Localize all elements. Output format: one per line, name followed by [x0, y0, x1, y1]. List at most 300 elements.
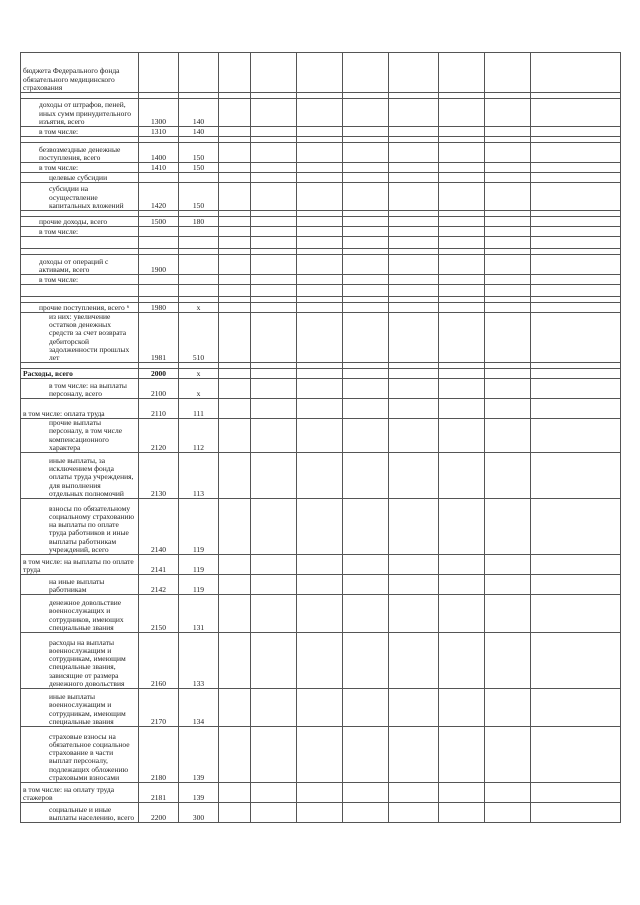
amount-cell	[389, 173, 439, 183]
amount-cell	[485, 183, 531, 211]
amount-cell	[219, 303, 251, 313]
amount-cell	[219, 633, 251, 689]
row-code-cell	[139, 237, 179, 249]
amount-cell	[531, 595, 621, 633]
budget-table-page	[20, 52, 620, 823]
amount-cell	[439, 255, 485, 275]
amount-cell	[485, 727, 531, 783]
amount-cell	[531, 303, 621, 313]
table-row	[21, 595, 621, 633]
amount-cell	[389, 285, 439, 297]
amount-cell	[251, 727, 297, 783]
row-name-cell: страховые взносы на обязательное социальное страхование в части выплат персоналу, подлежащих обложению страховыми взносами	[21, 727, 139, 783]
amount-cell	[439, 369, 485, 379]
amount-cell	[439, 555, 485, 575]
amount-cell	[297, 689, 343, 727]
amount-cell	[485, 555, 531, 575]
amount-cell	[389, 633, 439, 689]
amount-cell	[439, 127, 485, 137]
amount-cell	[297, 173, 343, 183]
amount-cell	[297, 127, 343, 137]
row-kbk-cell: 131	[179, 595, 219, 633]
amount-cell	[251, 127, 297, 137]
amount-cell	[297, 237, 343, 249]
row-code-cell: 2110	[139, 399, 179, 419]
amount-cell	[389, 127, 439, 137]
amount-cell	[343, 555, 389, 575]
table-row	[21, 183, 621, 211]
amount-cell	[297, 595, 343, 633]
table-row	[21, 555, 621, 575]
amount-cell	[389, 143, 439, 163]
amount-cell	[485, 127, 531, 137]
amount-cell	[297, 783, 343, 803]
amount-cell	[251, 555, 297, 575]
row-kbk-cell: х	[179, 379, 219, 399]
row-name-cell: бюджета Федерального фонда обязательного медицинского страхования	[21, 53, 139, 93]
amount-cell	[251, 183, 297, 211]
amount-cell	[343, 143, 389, 163]
amount-cell	[389, 595, 439, 633]
amount-cell	[485, 227, 531, 237]
amount-cell	[297, 255, 343, 275]
table-row	[21, 379, 621, 399]
amount-cell	[219, 575, 251, 595]
amount-cell	[297, 727, 343, 783]
amount-cell	[343, 275, 389, 285]
amount-cell	[389, 399, 439, 419]
amount-cell	[219, 173, 251, 183]
amount-cell	[485, 453, 531, 499]
amount-cell	[343, 499, 389, 555]
table-row	[21, 303, 621, 313]
amount-cell	[531, 217, 621, 227]
amount-cell	[219, 143, 251, 163]
amount-cell	[531, 163, 621, 173]
amount-cell	[439, 217, 485, 227]
amount-cell	[343, 227, 389, 237]
amount-cell	[531, 499, 621, 555]
amount-cell	[251, 803, 297, 823]
row-name-cell: прочие выплаты персоналу, в том числе компенсационного характера	[21, 419, 139, 453]
amount-cell	[297, 143, 343, 163]
amount-cell	[485, 255, 531, 275]
amount-cell	[251, 783, 297, 803]
amount-cell	[219, 227, 251, 237]
amount-cell	[219, 727, 251, 783]
row-code-cell: 2200	[139, 803, 179, 823]
amount-cell	[389, 255, 439, 275]
row-name-cell: субсидии на осуществление капитальных вложений	[21, 183, 139, 211]
row-kbk-cell: 150	[179, 183, 219, 211]
amount-cell	[297, 303, 343, 313]
amount-cell	[297, 803, 343, 823]
row-code-cell: 1410	[139, 163, 179, 173]
row-code-cell: 1981	[139, 313, 179, 363]
amount-cell	[439, 499, 485, 555]
amount-cell	[439, 99, 485, 127]
amount-cell	[485, 53, 531, 93]
amount-cell	[297, 369, 343, 379]
amount-cell	[485, 303, 531, 313]
amount-cell	[343, 183, 389, 211]
amount-cell	[389, 99, 439, 127]
row-kbk-cell: 140	[179, 99, 219, 127]
amount-cell	[343, 689, 389, 727]
amount-cell	[389, 575, 439, 595]
amount-cell	[297, 453, 343, 499]
amount-cell	[439, 163, 485, 173]
amount-cell	[485, 99, 531, 127]
amount-cell	[485, 143, 531, 163]
row-kbk-cell	[179, 227, 219, 237]
row-name-cell: расходы на выплаты военнослужащим и сотрудникам, имеющим специальные звания, зависящие от размера денежного довольствия	[21, 633, 139, 689]
row-code-cell	[139, 285, 179, 297]
amount-cell	[531, 783, 621, 803]
amount-cell	[219, 783, 251, 803]
table-row	[21, 173, 621, 183]
amount-cell	[219, 183, 251, 211]
amount-cell	[219, 379, 251, 399]
row-name-cell: в том числе:	[21, 275, 139, 285]
amount-cell	[343, 575, 389, 595]
table-row	[21, 727, 621, 783]
amount-cell	[251, 399, 297, 419]
amount-cell	[439, 227, 485, 237]
amount-cell	[439, 237, 485, 249]
table-row	[21, 575, 621, 595]
amount-cell	[343, 727, 389, 783]
amount-cell	[219, 285, 251, 297]
row-kbk-cell: 134	[179, 689, 219, 727]
amount-cell	[297, 313, 343, 363]
amount-cell	[439, 275, 485, 285]
amount-cell	[251, 99, 297, 127]
amount-cell	[439, 803, 485, 823]
amount-cell	[439, 143, 485, 163]
amount-cell	[219, 313, 251, 363]
amount-cell	[343, 313, 389, 363]
amount-cell	[251, 689, 297, 727]
amount-cell	[219, 369, 251, 379]
amount-cell	[531, 313, 621, 363]
amount-cell	[251, 379, 297, 399]
amount-cell	[343, 237, 389, 249]
amount-cell	[219, 127, 251, 137]
amount-cell	[439, 303, 485, 313]
amount-cell	[343, 53, 389, 93]
amount-cell	[343, 419, 389, 453]
row-kbk-cell: 150	[179, 143, 219, 163]
amount-cell	[251, 255, 297, 275]
row-kbk-cell: 112	[179, 419, 219, 453]
row-kbk-cell: 140	[179, 127, 219, 137]
amount-cell	[389, 303, 439, 313]
amount-cell	[297, 575, 343, 595]
amount-cell	[389, 369, 439, 379]
amount-cell	[251, 419, 297, 453]
amount-cell	[343, 285, 389, 297]
table-row	[21, 285, 621, 297]
row-name-cell: из них: увеличение остатков денежных средств за счет возврата дебиторской задолженности прошлых лет	[21, 313, 139, 363]
table-row	[21, 163, 621, 173]
row-kbk-cell	[179, 275, 219, 285]
amount-cell	[439, 399, 485, 419]
amount-cell	[251, 173, 297, 183]
row-code-cell: 1420	[139, 183, 179, 211]
row-code-cell: 2141	[139, 555, 179, 575]
amount-cell	[531, 633, 621, 689]
amount-cell	[439, 419, 485, 453]
row-name-cell: доходы от операций с активами, всего	[21, 255, 139, 275]
amount-cell	[485, 285, 531, 297]
amount-cell	[531, 275, 621, 285]
amount-cell	[485, 369, 531, 379]
amount-cell	[343, 369, 389, 379]
table-row	[21, 633, 621, 689]
amount-cell	[389, 499, 439, 555]
table-row	[21, 803, 621, 823]
amount-cell	[297, 285, 343, 297]
amount-cell	[297, 419, 343, 453]
amount-cell	[219, 689, 251, 727]
table-row	[21, 217, 621, 227]
amount-cell	[485, 499, 531, 555]
amount-cell	[251, 53, 297, 93]
table-row	[21, 127, 621, 137]
row-kbk-cell: х	[179, 303, 219, 313]
row-code-cell: 2000	[139, 369, 179, 379]
amount-cell	[219, 163, 251, 173]
row-name-cell: социальные и иные выплаты населению, всего	[21, 803, 139, 823]
row-code-cell: 2142	[139, 575, 179, 595]
amount-cell	[439, 285, 485, 297]
amount-cell	[343, 453, 389, 499]
row-name-cell: прочие доходы, всего	[21, 217, 139, 227]
amount-cell	[343, 127, 389, 137]
row-name-cell	[21, 237, 139, 249]
amount-cell	[251, 275, 297, 285]
amount-cell	[251, 595, 297, 633]
amount-cell	[343, 803, 389, 823]
row-code-cell: 2160	[139, 633, 179, 689]
amount-cell	[251, 453, 297, 499]
amount-cell	[531, 255, 621, 275]
row-name-cell: иные выплаты, за исключением фонда оплаты труда учреждения, для выполнения отдельных полномочий	[21, 453, 139, 499]
row-name-cell: иные выплаты военнослужащим и сотрудникам, имеющим специальные звания	[21, 689, 139, 727]
amount-cell	[531, 399, 621, 419]
amount-cell	[343, 173, 389, 183]
amount-cell	[343, 379, 389, 399]
amount-cell	[485, 237, 531, 249]
amount-cell	[485, 379, 531, 399]
row-code-cell: 2120	[139, 419, 179, 453]
table-row	[21, 143, 621, 163]
amount-cell	[531, 127, 621, 137]
amount-cell	[297, 183, 343, 211]
amount-cell	[219, 217, 251, 227]
amount-cell	[297, 53, 343, 93]
amount-cell	[343, 783, 389, 803]
row-name-cell: денежное довольствие военнослужащих и сотрудников, имеющих специальные звания	[21, 595, 139, 633]
amount-cell	[531, 53, 621, 93]
amount-cell	[531, 803, 621, 823]
row-kbk-cell: 119	[179, 575, 219, 595]
amount-cell	[297, 163, 343, 173]
amount-cell	[439, 783, 485, 803]
amount-cell	[219, 803, 251, 823]
amount-cell	[389, 313, 439, 363]
amount-cell	[251, 575, 297, 595]
amount-cell	[219, 255, 251, 275]
amount-cell	[531, 285, 621, 297]
row-name-cell: в том числе: на оплату труда стажеров	[21, 783, 139, 803]
row-code-cell: 2130	[139, 453, 179, 499]
amount-cell	[389, 419, 439, 453]
row-kbk-cell	[179, 53, 219, 93]
row-kbk-cell: 139	[179, 727, 219, 783]
row-code-cell: 2100	[139, 379, 179, 399]
amount-cell	[531, 379, 621, 399]
table-row	[21, 255, 621, 275]
amount-cell	[219, 53, 251, 93]
row-name-cell: в том числе: на выплаты персоналу, всего	[21, 379, 139, 399]
row-code-cell: 1900	[139, 255, 179, 275]
row-name-cell: в том числе: оплата труда	[21, 399, 139, 419]
amount-cell	[439, 183, 485, 211]
table-row	[21, 783, 621, 803]
amount-cell	[439, 633, 485, 689]
row-kbk-cell: 119	[179, 499, 219, 555]
amount-cell	[485, 313, 531, 363]
row-kbk-cell	[179, 237, 219, 249]
table-row	[21, 419, 621, 453]
row-code-cell: 2180	[139, 727, 179, 783]
row-kbk-cell: 510	[179, 313, 219, 363]
row-code-cell: 2181	[139, 783, 179, 803]
amount-cell	[439, 453, 485, 499]
amount-cell	[251, 143, 297, 163]
amount-cell	[485, 783, 531, 803]
amount-cell	[389, 217, 439, 227]
amount-cell	[251, 499, 297, 555]
amount-cell	[219, 419, 251, 453]
row-kbk-cell	[179, 285, 219, 297]
row-kbk-cell: 119	[179, 555, 219, 575]
amount-cell	[485, 689, 531, 727]
row-code-cell: 2140	[139, 499, 179, 555]
row-code-cell	[139, 275, 179, 285]
amount-cell	[389, 689, 439, 727]
row-kbk-cell: 133	[179, 633, 219, 689]
row-kbk-cell: 150	[179, 163, 219, 173]
amount-cell	[343, 303, 389, 313]
row-name-cell: Расходы, всего	[21, 369, 139, 379]
amount-cell	[531, 575, 621, 595]
row-code-cell: 1400	[139, 143, 179, 163]
amount-cell	[485, 595, 531, 633]
amount-cell	[343, 255, 389, 275]
amount-cell	[439, 595, 485, 633]
amount-cell	[251, 303, 297, 313]
amount-cell	[389, 783, 439, 803]
amount-cell	[297, 555, 343, 575]
table-row	[21, 99, 621, 127]
row-kbk-cell: 180	[179, 217, 219, 227]
table-row	[21, 227, 621, 237]
amount-cell	[297, 217, 343, 227]
table-row	[21, 689, 621, 727]
amount-cell	[531, 369, 621, 379]
amount-cell	[531, 173, 621, 183]
amount-cell	[439, 727, 485, 783]
table-row	[21, 313, 621, 363]
amount-cell	[343, 399, 389, 419]
amount-cell	[297, 399, 343, 419]
row-name-cell: в том числе:	[21, 227, 139, 237]
amount-cell	[389, 379, 439, 399]
amount-cell	[389, 275, 439, 285]
amount-cell	[297, 275, 343, 285]
amount-cell	[485, 633, 531, 689]
row-code-cell	[139, 227, 179, 237]
amount-cell	[343, 163, 389, 173]
amount-cell	[531, 183, 621, 211]
row-name-cell: целевые субсидии	[21, 173, 139, 183]
amount-cell	[439, 379, 485, 399]
amount-cell	[439, 575, 485, 595]
amount-cell	[343, 99, 389, 127]
row-code-cell: 2170	[139, 689, 179, 727]
amount-cell	[439, 689, 485, 727]
amount-cell	[439, 173, 485, 183]
amount-cell	[485, 399, 531, 419]
amount-cell	[389, 183, 439, 211]
row-code-cell	[139, 53, 179, 93]
amount-cell	[389, 555, 439, 575]
row-kbk-cell: 139	[179, 783, 219, 803]
amount-cell	[531, 727, 621, 783]
amount-cell	[251, 237, 297, 249]
amount-cell	[531, 555, 621, 575]
amount-cell	[531, 227, 621, 237]
row-name-cell: прочие поступления, всего ⁶	[21, 303, 139, 313]
amount-cell	[389, 163, 439, 173]
amount-cell	[531, 99, 621, 127]
amount-cell	[251, 227, 297, 237]
table-row	[21, 237, 621, 249]
amount-cell	[389, 227, 439, 237]
amount-cell	[531, 419, 621, 453]
row-name-cell: в том числе:	[21, 127, 139, 137]
amount-cell	[297, 99, 343, 127]
row-name-cell: в том числе:	[21, 163, 139, 173]
amount-cell	[251, 313, 297, 363]
amount-cell	[485, 419, 531, 453]
amount-cell	[439, 53, 485, 93]
row-code-cell: 1980	[139, 303, 179, 313]
amount-cell	[219, 399, 251, 419]
amount-cell	[251, 633, 297, 689]
row-kbk-cell	[179, 255, 219, 275]
amount-cell	[389, 727, 439, 783]
amount-cell	[389, 453, 439, 499]
amount-cell	[251, 285, 297, 297]
row-kbk-cell: 111	[179, 399, 219, 419]
row-name-cell: безвозмездные денежные поступления, всего	[21, 143, 139, 163]
amount-cell	[389, 237, 439, 249]
row-kbk-cell: х	[179, 369, 219, 379]
